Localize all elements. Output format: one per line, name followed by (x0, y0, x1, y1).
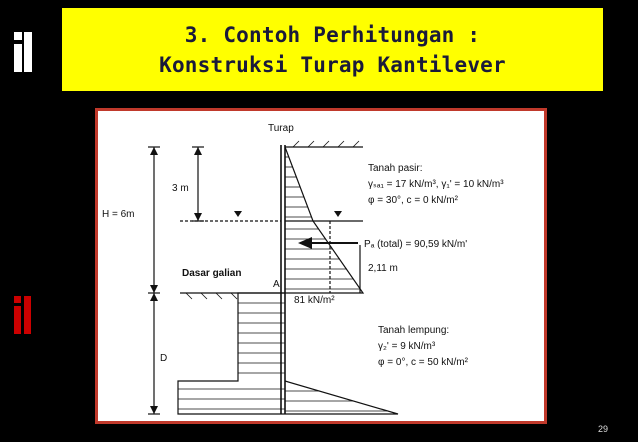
slide-title-box (62, 8, 603, 91)
pa-total-label: Pₐ (total) = 90,59 kN/m' (364, 239, 468, 250)
turap-label: Turap (268, 123, 294, 134)
pressure-81-label: 81 kN/m² (294, 295, 335, 306)
distance-211-label: 2,11 m (368, 263, 398, 274)
slide-title-line2: Konstruksi Turap Kantilever (159, 52, 506, 77)
sand-line2: φ = 30°, c = 0 kN/m² (368, 195, 458, 206)
slide-title-line1: 3. Contoh Perhitungan : (184, 22, 481, 47)
point-a-label: A (273, 279, 280, 290)
clay-title: Tanah lempung: (378, 325, 450, 336)
decorative-bars (0, 0, 40, 442)
d-dimension-label: D (160, 353, 168, 364)
diagram-drawing (98, 111, 544, 421)
h-dimension-label: H = 6m (102, 209, 135, 220)
sand-line1: γₛₐ₁ = 17 kN/m³, γ₁' = 10 kN/m³ (368, 179, 504, 190)
page-number: 29 (598, 424, 609, 434)
sheet-pile-diagram (95, 108, 547, 424)
dasar-galian-label: Dasar galian (182, 268, 242, 279)
clay-line2: φ = 0°, c = 50 kN/m² (378, 357, 468, 368)
sand-title: Tanah pasir: (368, 163, 423, 174)
depth-3m-label: 3 m (172, 183, 189, 194)
clay-line1: γ₂' = 9 kN/m³ (378, 341, 436, 352)
